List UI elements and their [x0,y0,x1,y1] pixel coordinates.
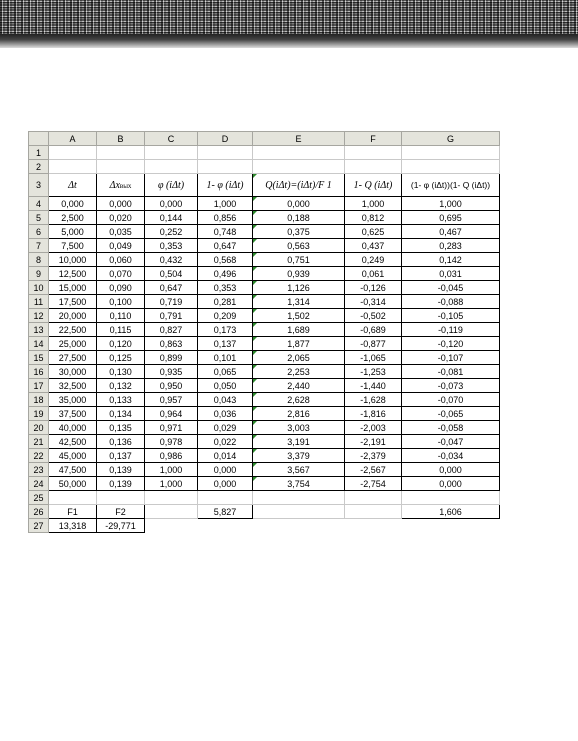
row-header[interactable]: 18 [29,393,49,407]
table-cell[interactable]: 0,252 [145,225,198,239]
table-cell[interactable]: 0,188 [253,211,345,225]
table-cell[interactable]: 0,125 [97,351,145,365]
table-cell[interactable]: 25,000 [49,337,97,351]
table-cell[interactable]: 40,000 [49,421,97,435]
cell[interactable] [49,146,97,160]
table-cell[interactable]: 47,500 [49,463,97,477]
row-header[interactable]: 8 [29,253,49,267]
table-cell[interactable]: 0,791 [145,309,198,323]
table-cell[interactable]: 0,090 [97,281,145,295]
table-cell[interactable]: 0,375 [253,225,345,239]
row-header[interactable]: 16 [29,365,49,379]
table-cell[interactable]: -0,045 [402,281,500,295]
cell[interactable] [97,491,145,505]
table-cell[interactable]: 0,000 [198,463,253,477]
sheet-row [29,491,500,505]
row-header[interactable]: 26 [29,505,49,519]
table-cell[interactable]: 3,379 [253,449,345,463]
table-cell[interactable]: -0,065 [402,407,500,421]
table-cell[interactable]: 42,500 [49,435,97,449]
row-header[interactable]: 10 [29,281,49,295]
row-header[interactable]: 11 [29,295,49,309]
table-cell[interactable]: 2,253 [253,365,345,379]
column-header[interactable]: G [402,132,500,146]
table-cell[interactable]: 3,191 [253,435,345,449]
dx-subscript: вых [119,181,132,190]
table-cell[interactable]: 0,748 [198,225,253,239]
table-cell[interactable]: 0,000 [97,197,145,211]
table-cell[interactable]: 1,314 [253,295,345,309]
table-cell[interactable]: 3,003 [253,421,345,435]
table-cell[interactable]: 0,142 [402,253,500,267]
table-row [29,393,500,407]
column-header-row [29,132,500,146]
table-cell[interactable]: -1,065 [345,351,402,365]
table-cell[interactable]: 0,065 [198,365,253,379]
table-row [29,225,500,239]
table-row [29,365,500,379]
table-cell[interactable]: 30,000 [49,365,97,379]
table-cell[interactable]: 0,132 [97,379,145,393]
table-cell[interactable]: -0,107 [402,351,500,365]
header-cell-dt[interactable]: Δt [49,174,97,197]
column-header[interactable]: B [97,132,145,146]
table-cell[interactable]: 3,754 [253,477,345,491]
cell[interactable] [402,146,500,160]
table-cell[interactable]: 7,500 [49,239,97,253]
table-cell[interactable]: 0,137 [198,337,253,351]
table-cell[interactable]: 0,000 [145,197,198,211]
table-row [29,477,500,491]
table-cell[interactable]: 0,625 [345,225,402,239]
cell[interactable] [253,160,345,174]
table-cell[interactable]: 0,000 [402,463,500,477]
row-header[interactable]: 22 [29,449,49,463]
table-cell[interactable]: -2,379 [345,449,402,463]
table-cell[interactable]: 0,139 [97,463,145,477]
table-cell[interactable]: 0,000 [49,197,97,211]
header-cell-q[interactable]: Q(iΔt)=(iΔt)/F 1 [253,174,345,197]
table-cell[interactable]: 0,283 [402,239,500,253]
table-cell[interactable]: -0,105 [402,309,500,323]
table-cell[interactable]: 0,939 [253,267,345,281]
table-cell[interactable]: 1,689 [253,323,345,337]
table-row [29,281,500,295]
cell[interactable] [145,491,198,505]
table-cell[interactable]: -2,567 [345,463,402,477]
table-cell[interactable]: -1,440 [345,379,402,393]
table-cell[interactable]: 1,000 [145,477,198,491]
row-header[interactable]: 19 [29,407,49,421]
cell[interactable] [345,146,402,160]
row-header[interactable]: 12 [29,309,49,323]
row-header[interactable]: 21 [29,435,49,449]
table-cell[interactable]: -2,191 [345,435,402,449]
table-cell[interactable]: 0,899 [145,351,198,365]
table-cell[interactable]: 2,065 [253,351,345,365]
spreadsheet-grid[interactable] [28,131,500,533]
table-cell[interactable]: 27,500 [49,351,97,365]
cell[interactable] [49,160,97,174]
table-cell[interactable]: 0,568 [198,253,253,267]
table-row [29,267,500,281]
table-row [29,197,500,211]
table-cell[interactable]: 35,000 [49,393,97,407]
header-cell-product[interactable]: (1- φ (iΔt))(1- Q (iΔt)) [402,174,500,197]
dx-main: Δx [109,179,120,191]
row-header[interactable]: 4 [29,197,49,211]
table-row [29,407,500,421]
table-cell[interactable]: 0,000 [402,477,500,491]
table-cell[interactable]: -0,126 [345,281,402,295]
table-row [29,337,500,351]
cell[interactable] [253,505,345,519]
table-cell[interactable]: 3,567 [253,463,345,477]
table-cell[interactable]: 0,029 [198,421,253,435]
sum-g-cell[interactable]: 1,606 [402,505,500,519]
table-cell[interactable]: 0,863 [145,337,198,351]
table-cell[interactable]: 0,137 [97,449,145,463]
table-cell[interactable]: -0,088 [402,295,500,309]
table-cell[interactable]: 0,563 [253,239,345,253]
table-cell[interactable]: 12,500 [49,267,97,281]
table-cell[interactable]: 0,115 [97,323,145,337]
table-cell[interactable]: 0,964 [145,407,198,421]
table-cell[interactable]: 0,751 [253,253,345,267]
table-cell[interactable]: 0,986 [145,449,198,463]
table-cell[interactable]: 0,353 [145,239,198,253]
sum-d-cell[interactable]: 5,827 [198,505,253,519]
row-header[interactable]: 7 [29,239,49,253]
table-row [29,253,500,267]
table-cell[interactable]: -0,119 [402,323,500,337]
table-cell[interactable]: 0,935 [145,365,198,379]
table-cell[interactable]: 50,000 [49,477,97,491]
table-cell[interactable]: 0,049 [97,239,145,253]
scanned-noise-band [0,0,578,48]
table-cell[interactable]: 0,719 [145,295,198,309]
row-header[interactable]: 23 [29,463,49,477]
table-row [29,435,500,449]
table-cell[interactable]: 22,500 [49,323,97,337]
cell[interactable] [198,146,253,160]
table-cell[interactable]: 1,000 [402,197,500,211]
table-cell[interactable]: 0,035 [97,225,145,239]
table-cell[interactable]: 0,432 [145,253,198,267]
value-f1-cell[interactable]: 13,318 [49,519,97,533]
table-cell[interactable]: 15,000 [49,281,97,295]
label-f2-cell[interactable]: F2 [97,505,145,519]
table-cell[interactable]: 20,000 [49,309,97,323]
label-f1-cell[interactable]: F1 [49,505,97,519]
table-cell[interactable]: 0,827 [145,323,198,337]
table-cell[interactable]: 37,500 [49,407,97,421]
table-cell[interactable]: -0,070 [402,393,500,407]
table-cell[interactable]: 0,031 [402,267,500,281]
table-cell[interactable]: -2,754 [345,477,402,491]
header-cell-one-minus-phi[interactable]: 1- φ (iΔt) [198,174,253,197]
cell[interactable] [198,491,253,505]
table-cell[interactable]: -0,058 [402,421,500,435]
table-cell[interactable]: 0,249 [345,253,402,267]
table-cell[interactable]: 2,816 [253,407,345,421]
row-header[interactable]: 5 [29,211,49,225]
table-cell[interactable]: 0,647 [198,239,253,253]
row-header[interactable]: 14 [29,337,49,351]
table-cell[interactable]: 5,000 [49,225,97,239]
table-cell[interactable]: 0,060 [97,253,145,267]
table-cell[interactable]: 1,877 [253,337,345,351]
table-cell[interactable]: 0,437 [345,239,402,253]
table-cell[interactable]: 10,000 [49,253,97,267]
sheet-row-totals-values [29,519,500,533]
table-cell[interactable]: 0,022 [198,435,253,449]
table-row [29,351,500,365]
table-cell[interactable]: 32,500 [49,379,97,393]
table-cell[interactable]: 0,020 [97,211,145,225]
table-cell[interactable]: -0,502 [345,309,402,323]
table-cell[interactable]: -1,253 [345,365,402,379]
table-cell[interactable]: 0,050 [198,379,253,393]
cell[interactable] [145,160,198,174]
column-header[interactable]: C [145,132,198,146]
table-cell[interactable]: 0,061 [345,267,402,281]
row-header[interactable]: 6 [29,225,49,239]
table-cell[interactable]: 0,281 [198,295,253,309]
cell[interactable] [97,146,145,160]
header-cell-phi[interactable]: φ (iΔt) [145,174,198,197]
sheet-row-totals-labels [29,505,500,519]
table-cell[interactable]: 0,100 [97,295,145,309]
row-header[interactable]: 27 [29,519,49,533]
table-cell[interactable]: 0,209 [198,309,253,323]
cell[interactable] [253,146,345,160]
table-cell[interactable]: 0,120 [97,337,145,351]
cell[interactable] [198,160,253,174]
cell[interactable] [253,491,345,505]
cell[interactable] [145,146,198,160]
table-cell[interactable]: 0,950 [145,379,198,393]
table-cell[interactable]: -1,816 [345,407,402,421]
table-cell[interactable]: 1,000 [345,197,402,211]
table-row [29,463,500,477]
table-cell[interactable]: 0,144 [145,211,198,225]
row-header[interactable]: 9 [29,267,49,281]
row-header[interactable]: 2 [29,160,49,174]
table-cell[interactable]: 0,139 [97,477,145,491]
table-cell[interactable]: 0,978 [145,435,198,449]
value-f2-cell[interactable]: -29,771 [97,519,145,533]
cell[interactable] [402,491,500,505]
table-cell[interactable]: 0,000 [253,197,345,211]
table-cell[interactable]: -0,081 [402,365,500,379]
table-cell[interactable]: 0,695 [402,211,500,225]
sheet-row [29,146,500,160]
table-cell[interactable]: -0,314 [345,295,402,309]
table-cell[interactable]: -1,628 [345,393,402,407]
table-cell[interactable]: 0,647 [145,281,198,295]
table-cell[interactable]: 0,133 [97,393,145,407]
table-cell[interactable]: 0,130 [97,365,145,379]
table-cell[interactable]: 0,504 [145,267,198,281]
header-cell-one-minus-q[interactable]: 1- Q (iΔt) [345,174,402,197]
table-row [29,239,500,253]
column-header[interactable]: D [198,132,253,146]
cell[interactable] [145,505,198,519]
table-cell[interactable]: 2,500 [49,211,97,225]
table-cell[interactable]: 0,043 [198,393,253,407]
table-row [29,323,500,337]
table-cell[interactable]: 1,502 [253,309,345,323]
table-cell[interactable]: 1,000 [145,463,198,477]
row-header[interactable]: 25 [29,491,49,505]
column-header[interactable]: E [253,132,345,146]
table-cell[interactable]: 0,135 [97,421,145,435]
table-cell[interactable]: -0,120 [402,337,500,351]
table-cell[interactable]: 0,136 [97,435,145,449]
select-all-corner[interactable] [29,132,49,146]
table-cell[interactable]: 1,126 [253,281,345,295]
row-header[interactable]: 24 [29,477,49,491]
row-header[interactable]: 20 [29,421,49,435]
table-cell[interactable]: -0,689 [345,323,402,337]
table-cell[interactable]: 17,500 [49,295,97,309]
table-cell[interactable]: -0,047 [402,435,500,449]
table-row [29,309,500,323]
row-header[interactable]: 15 [29,351,49,365]
table-row [29,295,500,309]
table-cell[interactable]: 0,101 [198,351,253,365]
cell[interactable] [402,160,500,174]
table-cell[interactable]: -0,073 [402,379,500,393]
table-cell[interactable]: 0,353 [198,281,253,295]
table-cell[interactable]: 2,440 [253,379,345,393]
table-cell[interactable]: -0,034 [402,449,500,463]
table-cell[interactable]: 0,173 [198,323,253,337]
header-cell-dx[interactable] [97,174,145,197]
table-cell[interactable]: 0,134 [97,407,145,421]
table-cell[interactable]: 0,467 [402,225,500,239]
table-cell[interactable]: -2,003 [345,421,402,435]
table-cell[interactable]: 0,000 [198,477,253,491]
row-header[interactable]: 17 [29,379,49,393]
sheet-row [29,160,500,174]
cell[interactable] [49,491,97,505]
column-header[interactable]: A [49,132,97,146]
table-row [29,449,500,463]
cell[interactable] [345,491,402,505]
cell[interactable] [345,160,402,174]
table-cell[interactable]: 0,856 [198,211,253,225]
table-cell[interactable]: 0,036 [198,407,253,421]
table-row [29,379,500,393]
table-cell[interactable]: 0,957 [145,393,198,407]
row-header[interactable]: 1 [29,146,49,160]
table-cell[interactable]: 45,000 [49,449,97,463]
row-header[interactable]: 13 [29,323,49,337]
table-cell[interactable]: 0,014 [198,449,253,463]
table-row [29,211,500,225]
table-cell[interactable]: 2,628 [253,393,345,407]
column-header[interactable]: F [345,132,402,146]
sheet-row-header-labels [29,174,500,197]
table-cell[interactable]: 0,971 [145,421,198,435]
table-row [29,421,500,435]
table-cell[interactable]: 0,110 [97,309,145,323]
table-cell[interactable]: -0,877 [345,337,402,351]
cell[interactable] [97,160,145,174]
table-cell[interactable]: 0,070 [97,267,145,281]
table-cell[interactable]: 1,000 [198,197,253,211]
table-cell[interactable]: 0,496 [198,267,253,281]
cell[interactable] [345,505,402,519]
row-header[interactable]: 3 [29,174,49,197]
table-cell[interactable]: 0,812 [345,211,402,225]
